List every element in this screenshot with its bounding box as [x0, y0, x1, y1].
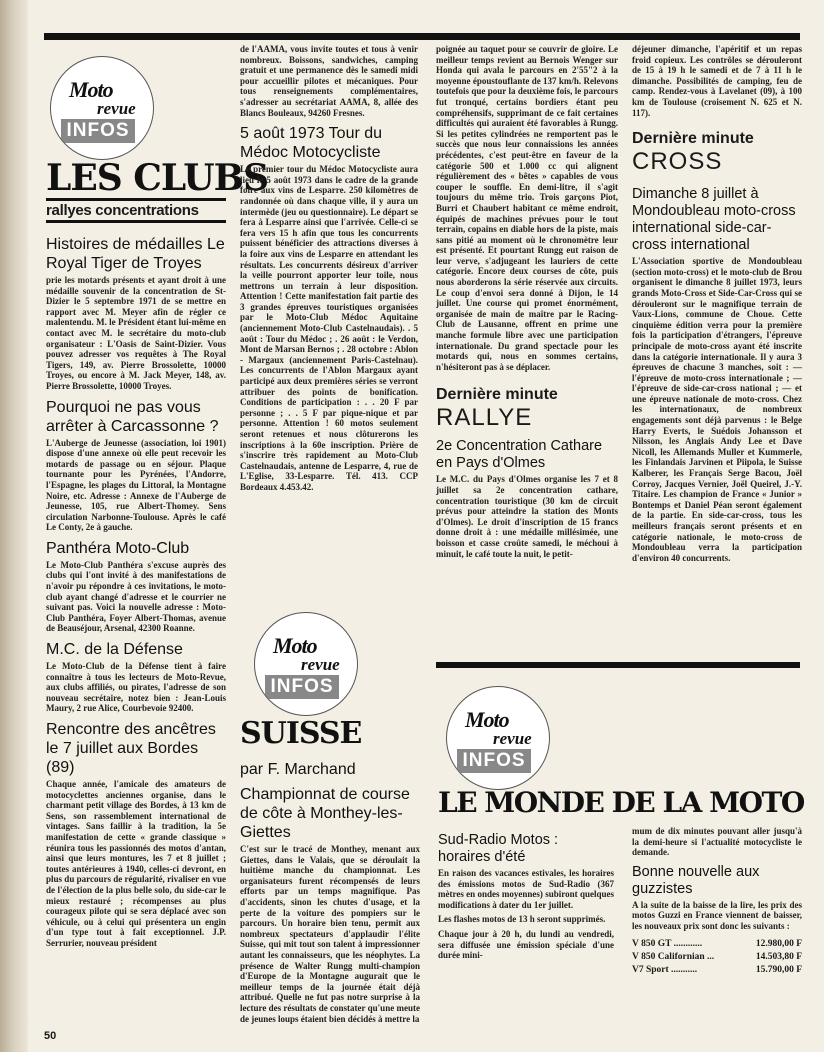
page-number: 50 [44, 1030, 57, 1042]
logo-revue: revue [493, 729, 532, 748]
article-sud-radio-3: Chaque jour à 20 h, du lundi au vendredi, sera diffusée une émission spéciale d'une durée mini- [438, 928, 614, 961]
section-title-clubs: LES CLUBS [46, 157, 269, 199]
price-value: 14.503,80 F [755, 951, 802, 962]
column-sud-radio [438, 826, 614, 961]
heading-medoc: 5 août 1973 Tour du Médoc Motocycliste [240, 125, 383, 162]
price-model: V7 Sport ........... [632, 964, 698, 975]
logo-revue: revue [97, 99, 136, 118]
price-model: V 850 Californian ... [632, 951, 715, 962]
article-sud-radio-2: Les flashes motos de 13 h seront supprimés. [438, 914, 606, 925]
price-value: 12.980,00 F [755, 938, 802, 949]
page-binding-shadow [0, 0, 28, 1052]
heading-carcassonne: Pourquoi ne pas vous arrêter à Carcassonne ? [46, 398, 219, 435]
label-cross: CROSS [632, 148, 723, 176]
heading-cathare: 2e Concentration Cathare en Pays d'Olmes [436, 438, 603, 472]
article-mondoubleau: L'Association sportive de Mondoubleau (section moto-cross) et le moto-club de Brou organisent le dimanche 8 juillet 1973, leurs grands Moto-Cross et Side-Car-Cross qui se dérouleront sur le magnifique terrain de Vaux-Lions, commune de Choue. Cette cinquième édition verra pour la première fois la participation d'étrangers, l'épreuve principale de moto-cross ayant été inscrite dans la catégorie internationale. Il y aura 3 épreuves de chacune 3 manches, soit : — l'épreuve de moto-cross internationale ; — l'épreuve de side-car-cross national ; — et une épreuve nationale de moto-cross. Chez les internationaux, de nombreux engagements sont déjà parvenus : le Belge Harry Everts, le Suédois Johansson et Nilsson, les Anglais Andy Lee et Dave Nicoll, les Allemands Muller et Kummerle, les Finlandais Jarvinen et Piipola, le Suisse Kalberer, les Français Serge Bacou, Joël Corroy, Jacques Vernier, Joël Queirel, J.-Y. Titaire. Les champion de France « Junior » Bontemps et Daniel Péan seront également de la partie. En side-car-cross, tous les meilleurs français seront présents et en catégorie nationale, le moto-cross de Mondoubleau verra la participation d'environ 40 concurrents. [632, 256, 802, 563]
price-list [632, 938, 802, 977]
price-row [632, 951, 802, 964]
price-row [632, 938, 802, 951]
label-derniere-minute-2: Dernière minute [632, 130, 754, 148]
heading-guzzi: Bonne nouvelle aux guzzistes [632, 863, 760, 897]
column-clubs [46, 157, 269, 949]
column-suisse-cont [436, 44, 618, 559]
heading-mondoubleau: Dimanche 8 juillet à Mondoubleau moto-cross international side-car-cross international [632, 186, 796, 254]
logo-moto: Moto [273, 633, 317, 658]
column-cross [632, 44, 802, 563]
heading-defense: M.C. de la Défense [46, 641, 183, 659]
article-carcassonne: L'Auberge de Jeunesse (association, loi 1901) dispose d'une annexe où elle peut recevoir les motards de passage ou en séjour. Plaque tournante pour les Pyrénées, l'Andorre, l'Espagne, les plages du Littoral, la Montagne Noire, etc. Adresse : Annexe de l'Auberge de Jeunesse, 105, rue Albert-Thomey. Sens circulation Narbonne-Toulouse. Après le café Le Conty, 2e à gauche. [46, 437, 226, 533]
article-aama-end: de l'AAMA, vous invite toutes et tous à venir nombreux. Boissons, sandwiches, camping gratuit et une permanence dès le samedi midi pour accueillir pilotes et mécaniques. Pour tous renseignements complémentaires, s'adresser au secrétariat AAMA, 8, allée des Blancs Bouleaux, 94260 Fresnes. [240, 44, 418, 118]
label-derniere-minute: Dernière minute [436, 386, 558, 404]
moto-revue-infos-logo [50, 56, 154, 160]
column-guzzi [632, 826, 802, 977]
moto-revue-infos-logo-2 [254, 612, 358, 716]
article-monthey-cont: poignée au taquet pour se couvrir de gloire. Le meilleur temps revient au Bernois Wenger sur Honda qui avala le parcours en 2'55"2 à la moyenne époustouflante de 137 km/h. Relevons toutefois que pour la deuxième fois, le parcours fut tronqué, certains bordiers étant peu compréhensifs, supprimant de ce fait certaines difficultés qui auraient été favorables à Rungg. Si les petites cylindrées ne remportent pas le succès que nous leur connaissions les années précédentes, c'est peut-être en faveur de la catégorie 500 et 1.000 cc qui alignent régulièrement des « bêtes » capables de vous couper le souffle. En demi-litre, il s'agit toujours du même trio. Trois garçons Piot, Burri et Chaubert habitant ce même endroit, équipés de machines prévues pour le tout terrain, copains en diable hors de la piste, mais sans pitié au moment où le chronomètre leur est présenté. Et pourtant Rungg eut raison de leur verve, s'adjugeant les lauriers de cette catégorie. Encore deux courses de côte, puis nous aborderons la série réservée aux circuits. Le coup d'envoi sera donné à Dijon, le 14 juillet. Une course qui promet énormément, organisée de main de maître par le Racing-Club de Lausanne, offrent en prime une manche formule libre avec une participation internationale. Du grand spectacle pour les motards qui, nous en sommes certains, n'hésiteront pas à se déplacer. [436, 44, 618, 372]
article-sud-radio-4: mum de dix minutes pouvant aller jusqu'à la demi-heure si l'actualité motocycliste le demande. [632, 826, 802, 858]
article-medoc: Le premier tour du Médoc Motocycliste aura lieu le 5 août 1973 dans le cadre de la grande foire aux vins de Lesparre. 250 kilomètres de randonnée où dans chaque ville, il y aura un intermède (jeu ou questionnaire). Le départ se fera à Lesparre ainsi que l'arrivée. Celle-ci se fera vers 15 h afin que tous les concurrents puissent bénéficier des attractions diverses à la foire aux vins de Lesparre en attendant les résultats. Les concurrents désireux d'arriver la veille pourront apporter leur toile, nous mettrons un terrain à leur disposition. Attention ! Cette manifestation fait partie des 3 grandes épreuves touristiques organisées par le Moto-Club Médoc Aquitaine (anciennement Moto-Club Castelnaudais). . 5 août : Tour du Médoc ; . 26 août : le Verdon, Mont de Marsan Bernos ; . 28 octobre : Ablon - Margaux (anciennement Paris-Castelnau). Les concurrents de l'Ablon Margaux ayant participé aux deux premières séries se verront attribuer des points de bonification. Conditions de participation : . . 20 F par personne ; . . 5 F par pique-nique et par personne. Attention ! 60 motos seulement seront retenues et nous clôturerons les inscriptions à la 60e inscription. Prière de s'inscrire très rapidement au Moto-Club Castelnaudais, antenne de Lesparre, 4, rue de L'Eglise, 33-Lesparre. Tél. 413. CCP Bordeaux 4.453.42. [240, 164, 418, 492]
section-subtitle: rallyes concentrations [46, 198, 226, 223]
article-royal-tiger: prie les motards présents et ayant droit à une médaille souvenir de la concentration de St-Dizier le 5 septembre 1971 de se mettre en rapport avec M. Meyer afin de régler ce malentendu. M. le Président étant lui-même en contact avec M. le secrétaire du moto-club organisateur : L'Oasis de Saint-Dizier. Vous pouvez adresser vos requêtes à The Royal Tigers, 149, av. Pierre Brossolette, 10000 Troyes, ou encore à M. Jack Meyer, 148, av. Pierre Brossolette, 10000 Troyes. [46, 275, 226, 391]
label-rallye: RALLYE [436, 404, 533, 432]
price-row [632, 964, 802, 977]
article-guzzi: A la suite de la baisse de la lire, les prix des motos Guzzi en France viennent de baisser, les nouveaux prix sont donc les suivants : [632, 899, 802, 931]
article-sud-radio-1: En raison des vacances estivales, les horaires des émissions motos de Sud-Radio (367 mètres en ondes moyennes) subiront quelques modifications à dater du 1er juillet. [438, 868, 614, 910]
article-cathare: Le M.C. du Pays d'Olmes organise les 7 et 8 juillet sa 2e concentration cathare, concentration touristique (30 km de circuit prévus pour atteindre la station des Monts d'Olmes). Le droit d'inscription de 15 francs donne droit à : une médaille millésimée, une boisson et casse croûte samedi, le méchoui à minuit, le café toute la nuit, le petit- [436, 474, 618, 559]
logo-moto: Moto [465, 707, 509, 732]
column-medoc [240, 44, 418, 493]
article-cathare-cont: déjeuner dimanche, l'apéritif et un repas froid copieux. Les contrôles se dérouleront de 15 à 19 h le samedi et de 7 à 11 h le dimanche. Possibilités de camping, feu de camp. Rendez-vous à Lavelanet (09), à 100 km de Toulouse (croisement N. 625 et N. 117). [632, 44, 802, 118]
top-rule [44, 33, 800, 40]
heading-bordes: Rencontre des ancêtres le 7 juillet aux Bordes (89) [46, 721, 216, 776]
heading-monthey: Championnat de course de côte à Monthey-les-Giettes [240, 786, 410, 841]
section-title-suisse: SUISSE [240, 716, 362, 751]
price-value: 15.790,00 F [755, 964, 802, 975]
section-title-monde: LE MONDE DE LA MOTO [438, 786, 804, 819]
logo-infos: INFOS [61, 119, 135, 143]
logo-infos: INFOS [457, 749, 531, 773]
article-defense: Le Moto-Club de la Défense tient à faire connaître à tous les lecteurs de Moto-Revue, aux clubs affiliés, ou pirates, l'adresse de son nouveau secrétaire, notez bien : Jean-Louis Maury, 2 rue Alice, Courbevoie 92400. [46, 661, 226, 714]
section-rule [436, 662, 800, 668]
heading-royal-tiger: Histoires de médailles Le Royal Tiger de Troyes [46, 236, 225, 272]
moto-revue-infos-logo-3 [446, 686, 550, 790]
column-suisse [240, 716, 420, 1024]
byline: par F. Marchand [240, 761, 356, 778]
article-bordes: Chaque année, l'amicale des amateurs de motocyclettes anciennes organise, dans le charmant petit village des Bordes, à 13 km de Sens, son rassemblement international de vintages. Sans faillir à la tradition, la 5e manifestation de cette « grande classique » réunira tous les passionnés des motos d'antan, ainsi que leurs montures, les 7 et 8 juillet ; toutes antérieures à 1940, celles-ci devront, en plus du parcours de régularité, rivaliser en vue de l'élection de la plus belle solo, du side-car le mieux restauré ; récompenses au plus courageux pilote qui se sera déplacé avec son véhicule, ou à celui qui présentera un engin d'un type tout à fait exceptionnel. J.P. Serrurier, nouveau président [46, 779, 226, 948]
logo-moto: Moto [69, 77, 113, 102]
article-panthera: Le Moto-Club Panthéra s'excuse auprès des clubs qui l'ont invité à des manifestations de n'avoir pu répondre à ces invitations, le moto-club ayant changé d'adresse et le courrier ne suivant pas. Voici la nouvelle adresse : Moto-Club Panthéra, Foyer Albert-Thomas, avenue de Beauséjour, Arsenal, 42300 Roanne. [46, 559, 226, 634]
article-monthey: C'est sur le tracé de Monthey, menant aux Giettes, dans le Valais, que se déroulait la huitième manche du championnat. Les organisateurs furent récompensés de leurs efforts par un temps magnifique. Pas d'accidents, sinon les chutes d'usage, et la perte de la voiture des pompiers sur le parcours. Un horaire bien tenu, permit aux nombreux spectateurs d'applaudir l'élite Suisse, qui mit tout son talent à impressionner autant les connaisseurs, que les néophytes. La présence de Walter Rungg multi-champion d'Europe de la Montagne augurait que le meilleur temps de la journée était déjà attribué. Quelle ne fut pas notre surprise à la lecture des résultats de constater qu'une meute de jeunes loups étaient bien décidés à mettre la [240, 844, 420, 1024]
logo-revue: revue [301, 655, 340, 674]
logo-infos: INFOS [265, 675, 339, 699]
heading-sud-radio: Sud-Radio Motos : horaires d'été [438, 832, 559, 865]
price-model: V 850 GT ............ [632, 938, 703, 949]
heading-panthera: Panthéra Moto-Club [46, 539, 190, 557]
